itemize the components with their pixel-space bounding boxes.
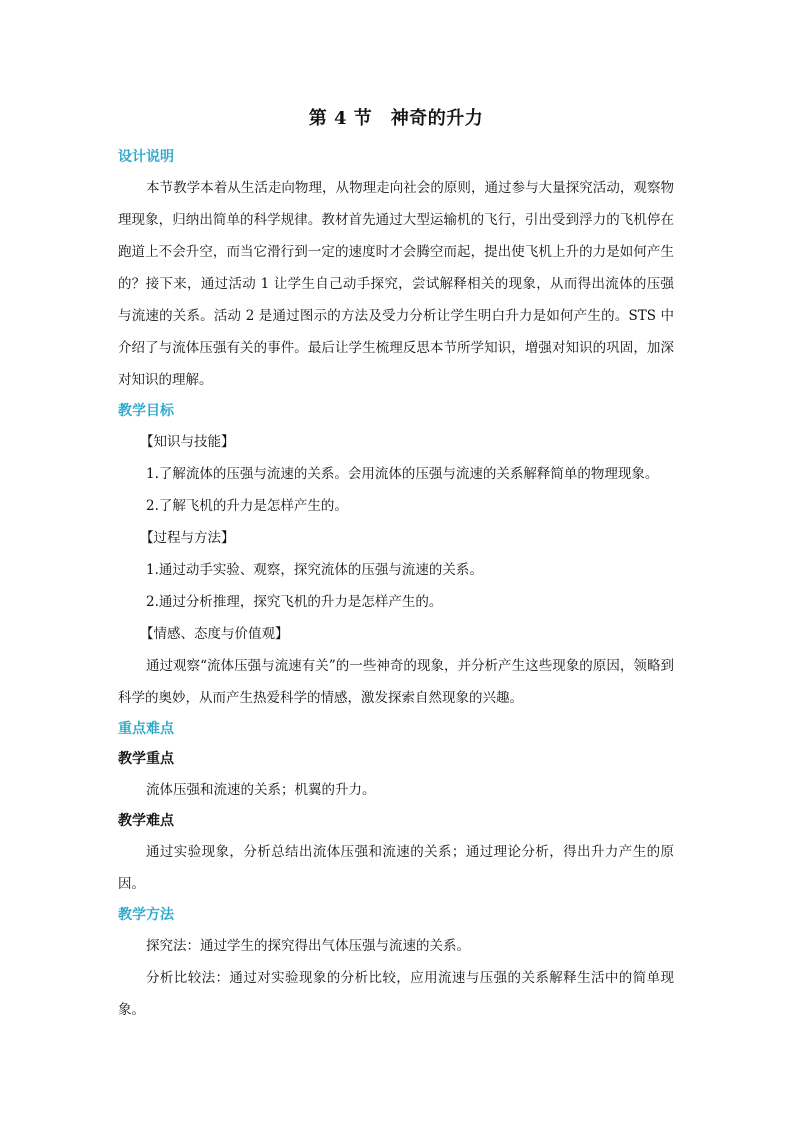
document-content	[118, 104, 674, 1026]
knowledge-skills-label: 【知识与技能】	[140, 434, 235, 450]
design-paragraph: 本节教学本着从生活走向物理，从物理走向社会的原则，通过参与大量探究活动，观察物理现象，归纳出简单的科学规律。教材首先通过大型运输机的飞行，引出受到浮力的飞机停在跑道上不会升空，而当它滑行到一定的速度时才会腾空而起，提出使飞机上升的力是如何产生的？接下来，通过活动 1 让学生自己动手探究，尝试解释相关的现象，从而得出流体的压强与流速的关系。活动 2 是通过图示的方法及受力分析让学生明白升力是如何产生的。STS 中介绍了与流体压强有关的事件。最后让学生梳理反思本节所学知识，增强对知识的巩固，加深对知识的理解。	[118, 180, 674, 388]
section-heading-objectives: 教学目标	[118, 403, 174, 419]
teaching-focus-text: 流体压强和流速的关系；机翼的升力。	[146, 782, 376, 798]
section-heading-methods: 教学方法	[118, 907, 174, 923]
process-methods-label: 【过程与方法】	[140, 530, 235, 546]
process-item-2: 2.通过分析推理，探究飞机的升力是怎样产生的。	[146, 594, 443, 610]
teaching-difficulty-text: 通过实验现象，分析总结出流体压强和流速的关系；通过理论分析，得出升力产生的原因。	[118, 844, 674, 892]
section-heading-design: 设计说明	[118, 149, 174, 165]
emotion-values-label: 【情感、态度与价值观】	[140, 626, 289, 642]
page-title: 第 4 节 神奇的升力	[308, 108, 484, 129]
section-heading-key-points: 重点难点	[118, 721, 174, 737]
process-item-1: 1.通过动手实验、观察，探究流体的压强与流速的关系。	[146, 562, 483, 578]
teaching-difficulty-heading: 教学难点	[118, 813, 174, 829]
emotion-paragraph: 通过观察“流体压强与流速有关”的一些神奇的现象，并分析产生这些现象的原因，领略到科学的奥妙，从而产生热爱科学的情感，激发探索自然现象的兴趣。	[118, 658, 674, 706]
method-inquiry: 探究法：通过学生的探究得出气体压强与流速的关系。	[146, 938, 470, 954]
teaching-focus-heading: 教学重点	[118, 751, 174, 767]
knowledge-item-2: 2.了解飞机的升力是怎样产生的。	[146, 498, 348, 514]
method-comparison: 分析比较法：通过对实验现象的分析比较，应用流速与压强的关系解释生活中的简单现象。	[118, 970, 674, 1018]
knowledge-item-1: 1.了解流体的压强与流速的关系。会用流体的压强与流速的关系解释简单的物理现象。	[146, 466, 659, 482]
